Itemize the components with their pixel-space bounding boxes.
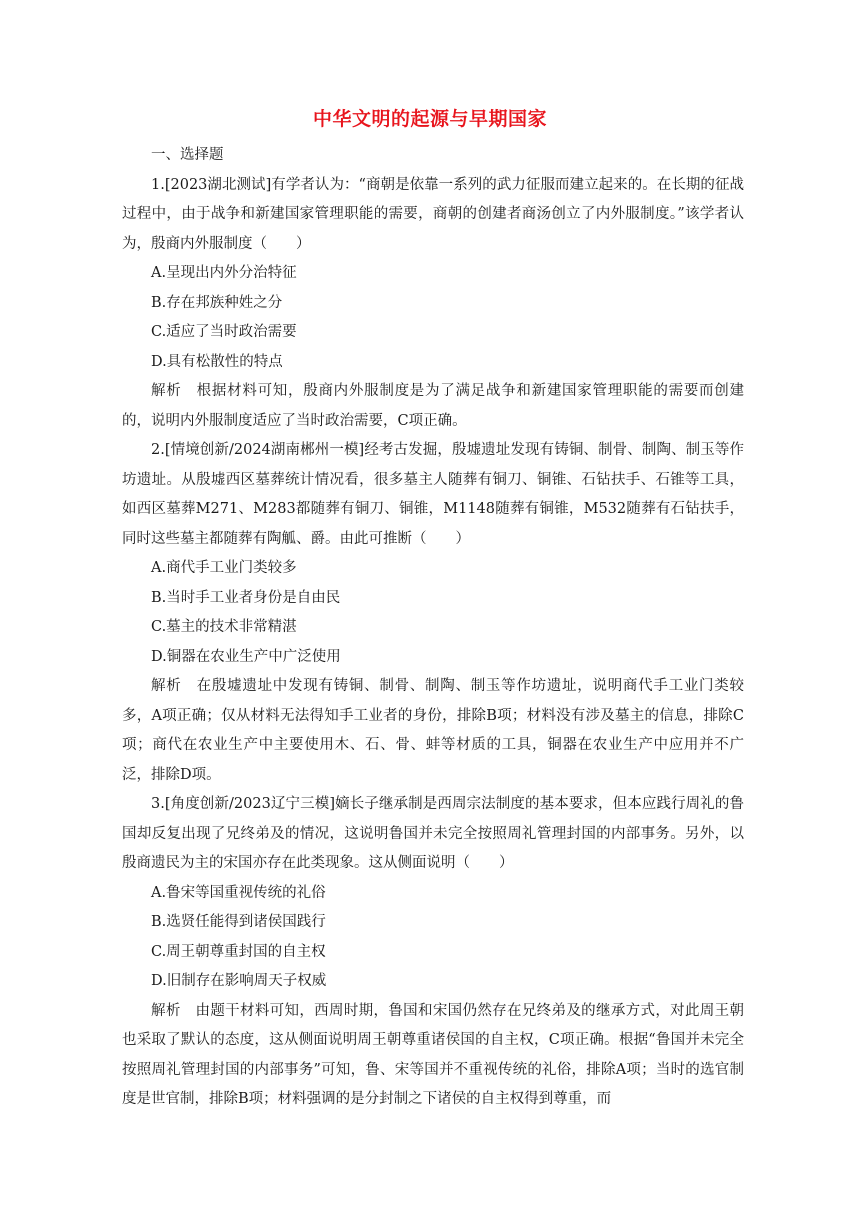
option-b: B.存在邦族种姓之分 (151, 294, 283, 311)
question-stem: 2.[情境创新/2024湖南郴州一模]经考古发掘，殷墟遗址发现有铸铜、制骨、制陶、制玉等作坊遗址。从殷墟西区墓葬统计情况看，很多墓主人随葬有铜刀、铜锥、石钻扶手、石锥等工具，如西区墓葬M271、M283都随葬有铜刀、铜锥，M1148随葬有铜锥，M532随葬有石钻扶手，同时这些墓主都随葬有陶觚、爵。由此可推断（ ） (122, 442, 744, 547)
question-1 (122, 171, 744, 437)
option-b: B.选贤任能得到诸侯国践行 (151, 914, 326, 930)
option-c: C.墓主的技术非常精湛 (151, 619, 297, 635)
section-heading: 一、选择题 (151, 147, 224, 163)
question-analysis: 解析 根据材料可知，殷商内外服制度是为了满足战争和新建国家管理职能的需要而创建的，说明内外服制度适应了当时政治需要，C项正确。 (122, 383, 744, 429)
question-stem: 1.[2023湖北测试]有学者认为：“商朝是依靠一系列的武力征服而建立起来的。在长期的征战过程中，由于战争和新建国家管理职能的需要，商朝的创建者商汤创立了内外服制度。”该学者认为，殷商内外服制度（ ） (122, 176, 744, 252)
option-d: D.铜器在农业生产中广泛使用 (151, 648, 341, 665)
option-c: C.适应了当时政治需要 (151, 324, 297, 340)
question-3 (122, 790, 744, 1115)
option-a: A.鲁宋等国重视传统的礼俗 (151, 884, 326, 901)
option-a: A.呈现出内外分治特征 (151, 265, 297, 281)
question-analysis: 解析 在殷墟遗址中发现有铸铜、制骨、制陶、制玉等作坊遗址，说明商代手工业门类较多，A项正确；仅从材料无法得知手工业者的身份，排除B项；材料没有涉及墓主的信息，排除C项；商代在农业生产中主要使用木、石、骨、蚌等材质的工具，铜器在农业生产中应用并不广泛，排除D项。 (122, 678, 744, 783)
question-analysis: 解析 由题干材料可知，西周时期，鲁国和宋国仍然存在兄终弟及的继承方式，对此周王朝也采取了默认的态度，这从侧面说明周王朝尊重诸侯国的自主权，C项正确。根据“鲁国并未完全按照周礼管理封国的内部事务”可知，鲁、宋等国并不重视传统的礼俗，排除A项；当时的选官制度是世官制，排除B项；材料强调的是分封制之下诸侯的自主权得到尊重，而 (122, 1002, 744, 1107)
option-d: D.旧制存在影响周天子权威 (151, 973, 327, 989)
document-title: 中华文明的起源与早期国家 (312, 108, 547, 130)
option-b: B.当时手工业者身份是自由民 (151, 589, 341, 606)
option-c: C.周王朝尊重封国的自主权 (151, 943, 326, 960)
document-body (122, 141, 744, 1115)
option-a: A.商代手工业门类较多 (151, 560, 297, 576)
option-d: D.具有松散性的特点 (151, 353, 283, 370)
question-stem: 3.[角度创新/2023辽宁三模]嫡长子继承制是西周宗法制度的基本要求，但本应践行周礼的鲁国却反复出现了兄终弟及的情况，这说明鲁国并未完全按照周礼管理封国的内部事务。另外，以殷商遗民为主的宋国亦存在此类现象。这从侧面说明（ ） (122, 796, 744, 871)
question-2 (122, 436, 744, 790)
